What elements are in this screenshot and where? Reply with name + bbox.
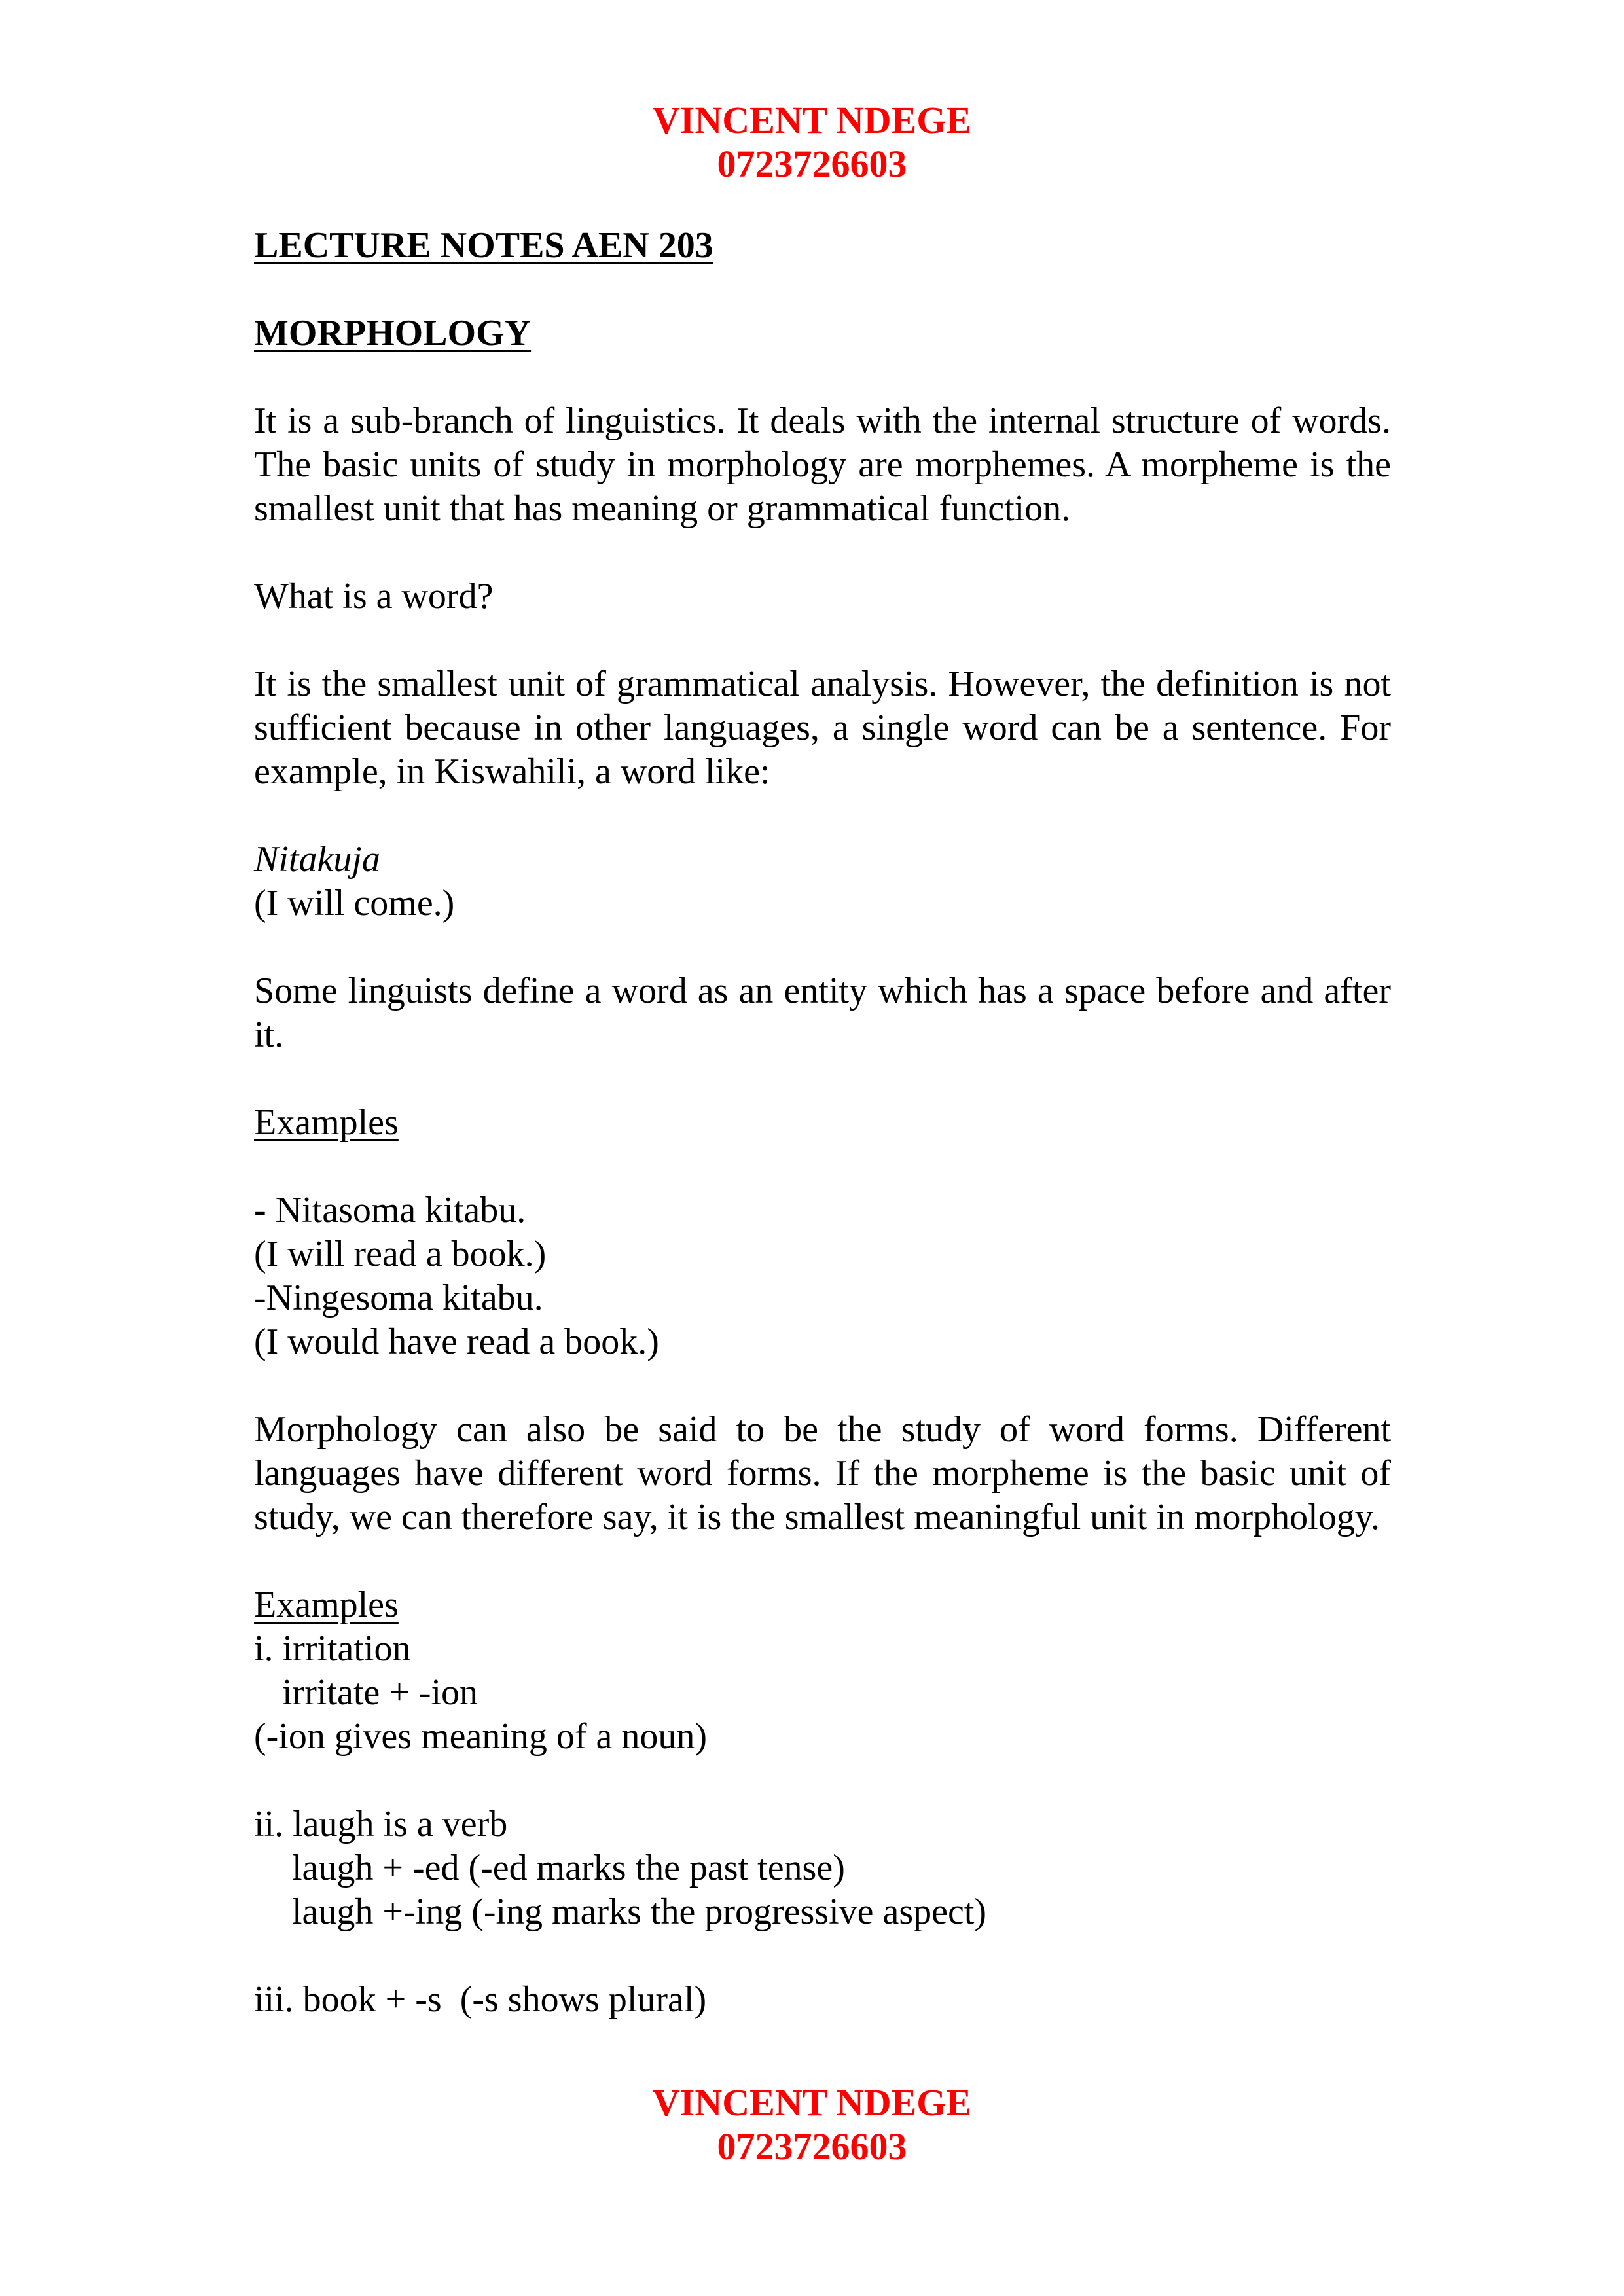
definition-paragraph: It is the smallest unit of grammatical analysis. However, the definition is not sufficient because in other languages, a single word can be a sentence. For example, in Kiswahili, a word like:: [254, 664, 1391, 792]
example-ii-ing: laugh +-ing (-ing marks the progressive aspect): [292, 1892, 987, 1932]
document-body: [254, 224, 1391, 2022]
intro-paragraph: It is a sub-branch of linguistics. It deals with the internal structure of words. The basic units of study in morphology are morphemes. A morpheme is the smallest unit that has meaning or grammatical function.: [254, 401, 1391, 529]
example-ii-label: ii. laugh is a verb: [254, 1804, 508, 1844]
section-title: MORPHOLOGY: [254, 313, 532, 353]
footer-phone: 0723726603: [717, 2125, 907, 2168]
example-line: (I would have read a book.): [254, 1321, 659, 1362]
examples-heading-1: Examples: [254, 1102, 399, 1143]
example-ii-ed: laugh + -ed (-ed marks the past tense): [292, 1848, 845, 1888]
header-watermark: [0, 98, 1624, 186]
example-i-breakdown: irritate + -ion: [282, 1672, 478, 1713]
header-phone: 0723726603: [717, 143, 907, 185]
kiswahili-translation: (I will come.): [254, 883, 455, 924]
example-i-label: i. irritation: [254, 1628, 411, 1669]
question-line: What is a word?: [254, 576, 494, 617]
footer-name: VINCENT NDEGE: [652, 2081, 972, 2124]
example-iii: iii. book + -s (-s shows plural): [254, 1979, 707, 2020]
word-forms-paragraph: Morphology can also be said to be the study of word forms. Different languages have different word forms. If the morpheme is the basic unit of study, we can therefore say, it is the smallest meaningful unit in morphology.: [254, 1409, 1391, 1537]
example-line: - Nitasoma kitabu.: [254, 1190, 526, 1230]
example-i-note: (-ion gives meaning of a noun): [254, 1716, 708, 1757]
example-line: -Ningesoma kitabu.: [254, 1278, 543, 1318]
footer-watermark: [0, 2081, 1624, 2168]
example-line: (I will read a book.): [254, 1234, 547, 1274]
examples-heading-2: Examples: [254, 1585, 399, 1625]
course-title: LECTURE NOTES AEN 203: [254, 225, 713, 266]
space-definition-paragraph: Some linguists define a word as an entity which has a space before and after it.: [254, 971, 1391, 1055]
kiswahili-word: Nitakuja: [254, 839, 380, 880]
header-name: VINCENT NDEGE: [652, 99, 972, 141]
